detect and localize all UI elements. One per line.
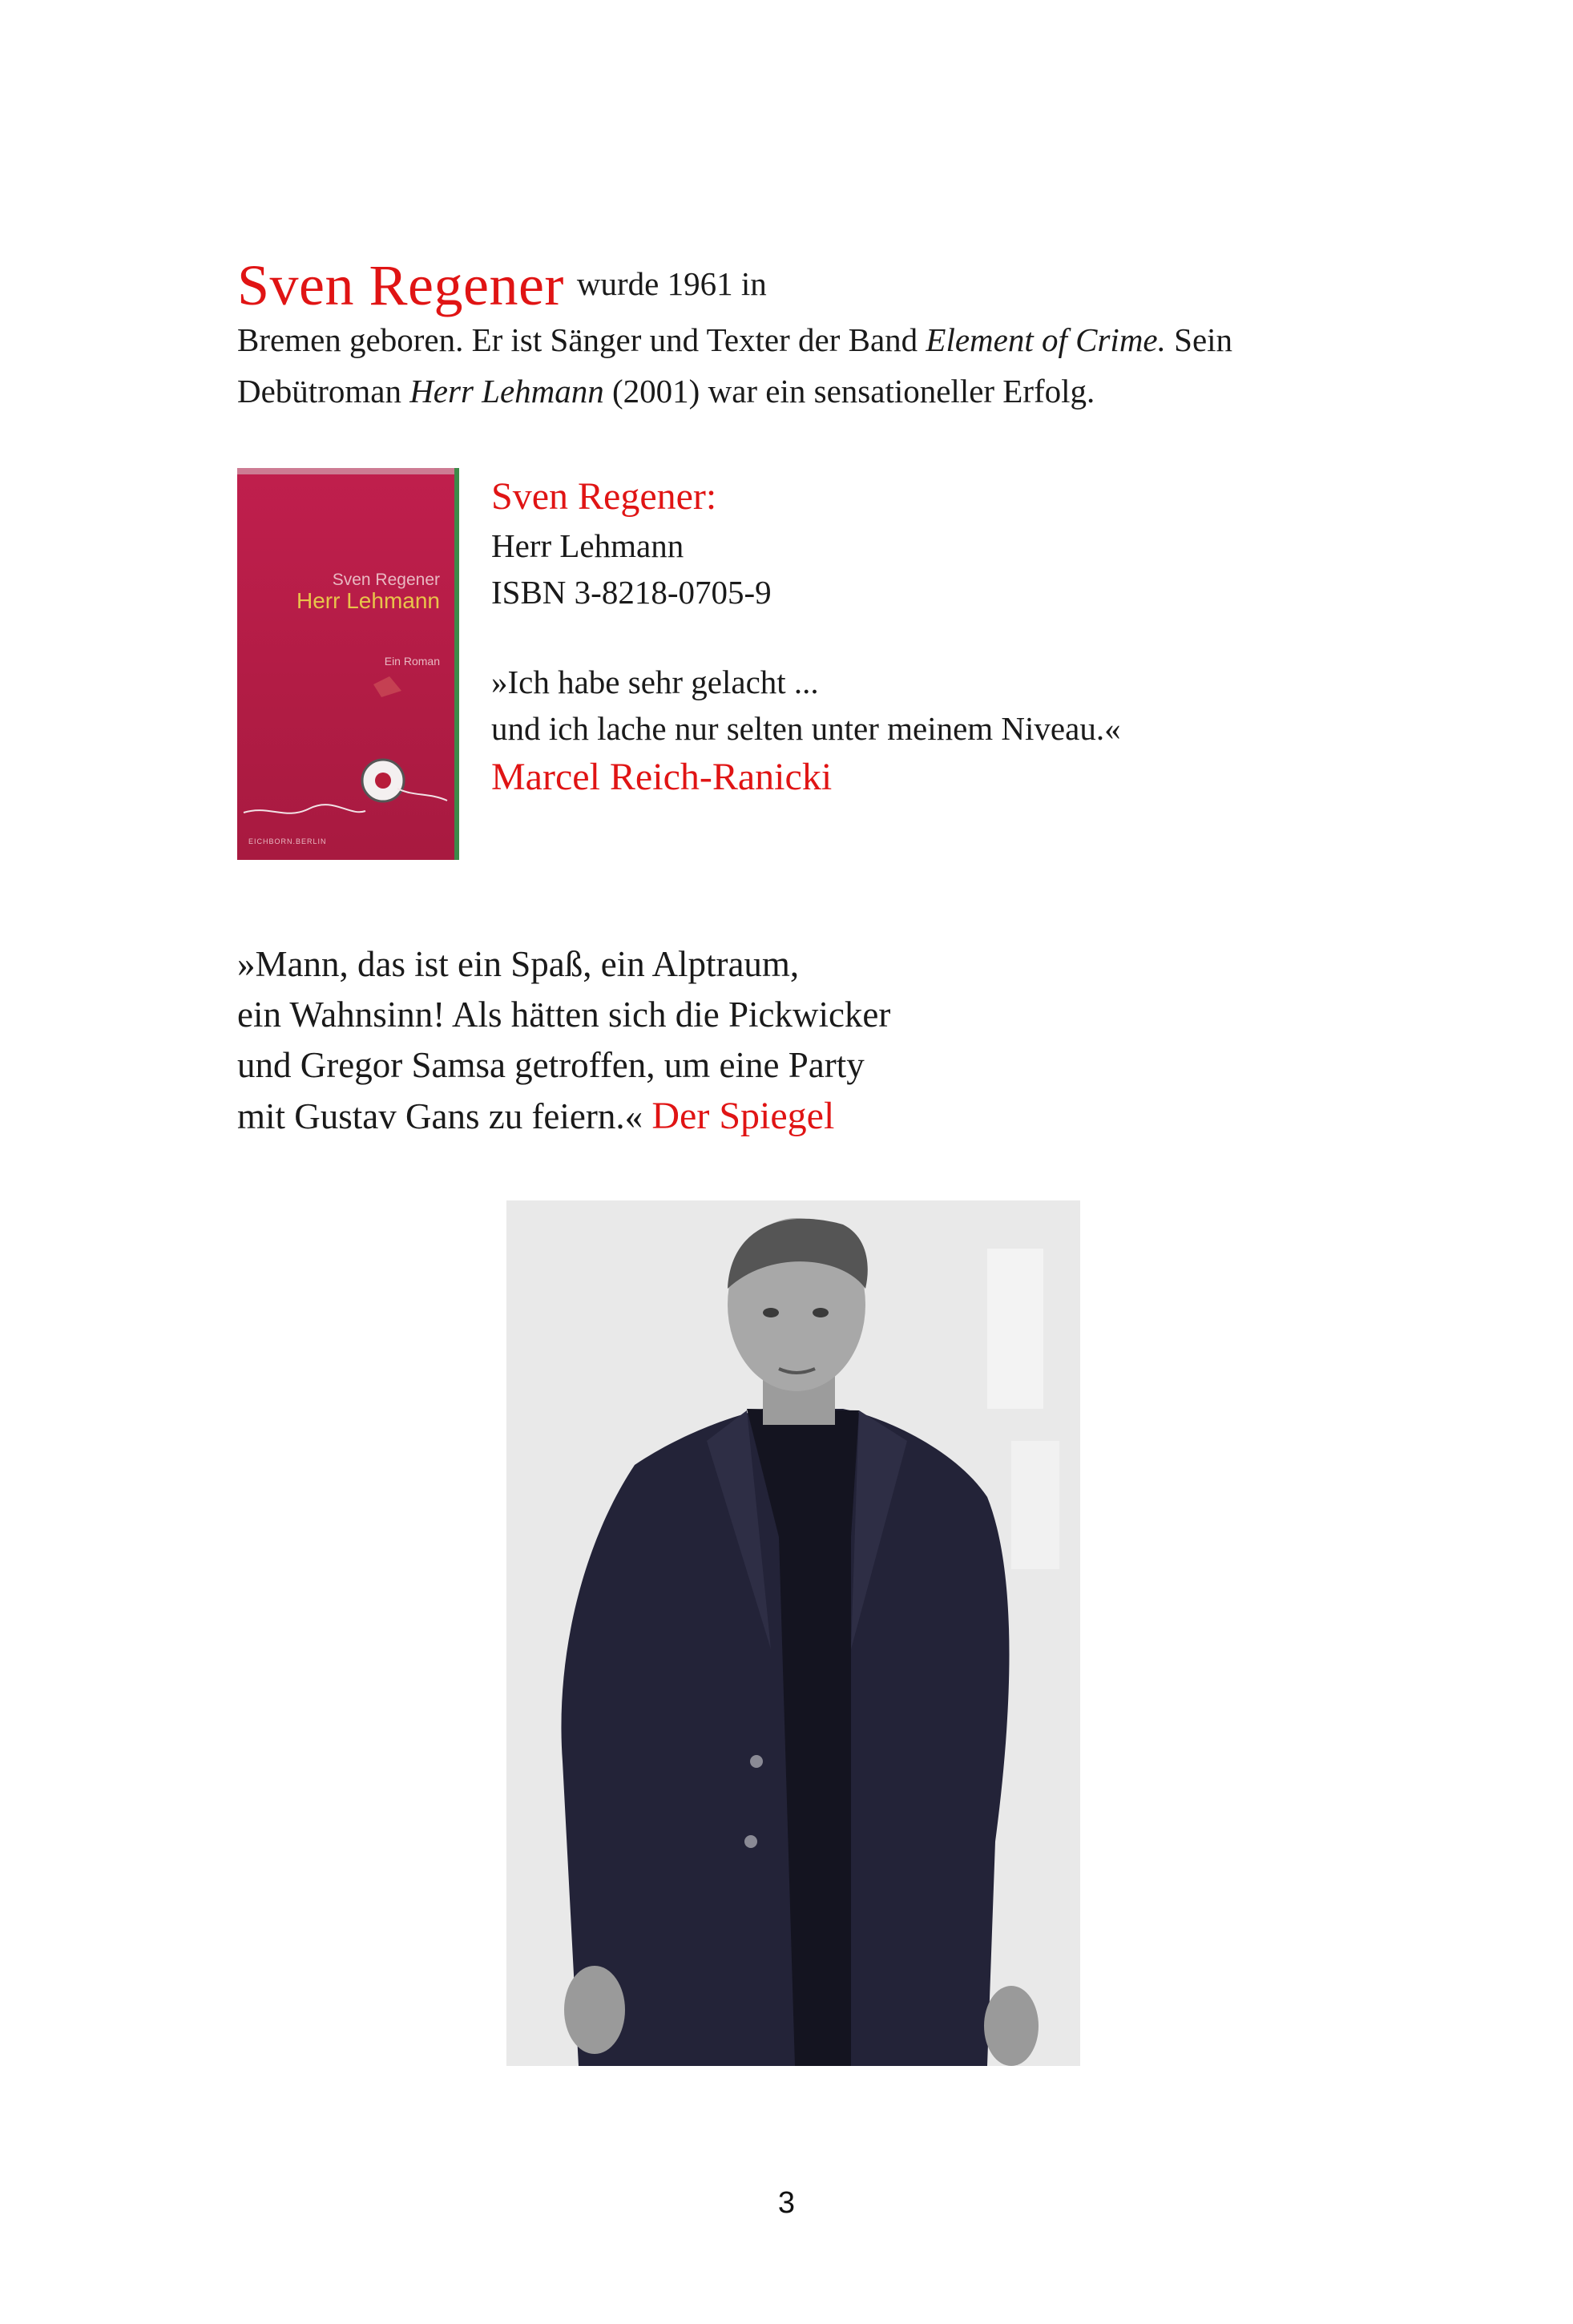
page-number: 3 <box>777 2186 796 2220</box>
review-text: mit Gustav Gans zu feiern.« <box>237 1096 652 1136</box>
cover-title: Herr Lehmann <box>296 588 440 613</box>
book-quote-line: und ich lache nur selten unter meinem Niveau.« <box>491 710 1121 747</box>
review-source: Der Spiegel <box>651 1095 835 1137</box>
author-photo <box>506 1200 1080 2066</box>
debut-title: Herr Lehmann <box>409 373 604 410</box>
cover-author: Sven Regener <box>332 571 440 589</box>
book-info <box>491 471 1121 803</box>
author-intro <box>237 240 1375 417</box>
book-cover-image <box>237 468 459 860</box>
review-line: und Gregor Samsa getroffen, um eine Party <box>237 1045 865 1085</box>
intro-text: Debütroman <box>237 373 410 410</box>
intro-text: wurde 1961 in <box>576 265 767 302</box>
intro-text: Bremen geboren. Er ist Sänger und Texter der Band <box>237 321 926 358</box>
intro-text: Sein <box>1165 321 1233 358</box>
intro-text: (2001) war ein sensationeller Erfolg. <box>603 373 1095 410</box>
author-photo-figure <box>506 1200 1080 2066</box>
review-line <box>237 1091 890 1142</box>
quote-source: Marcel Reich-Ranicki <box>491 756 833 798</box>
review-line: »Mann, das ist ein Spaß, ein Alptraum, <box>237 944 800 984</box>
intro-line-1 <box>237 240 1375 317</box>
review-quote <box>237 939 890 1142</box>
band-name: Element of Crime. <box>926 321 1166 358</box>
cover-subtitle: Ein Roman <box>384 655 440 668</box>
author-name: Sven Regener <box>237 253 564 317</box>
book-heading: Sven Regener: <box>491 475 717 518</box>
cover-publisher: EICHBORN.BERLIN <box>248 837 327 845</box>
review-line: ein Wahnsinn! Als hätten sich die Pickwicker <box>237 995 891 1035</box>
book-title: Herr Lehmann <box>491 527 684 564</box>
book-quote-line: »Ich habe sehr gelacht ... <box>491 664 819 700</box>
intro-line-2 <box>237 314 1375 365</box>
book-isbn: ISBN 3-8218-0705-9 <box>491 574 772 611</box>
intro-line-3 <box>237 365 1375 417</box>
